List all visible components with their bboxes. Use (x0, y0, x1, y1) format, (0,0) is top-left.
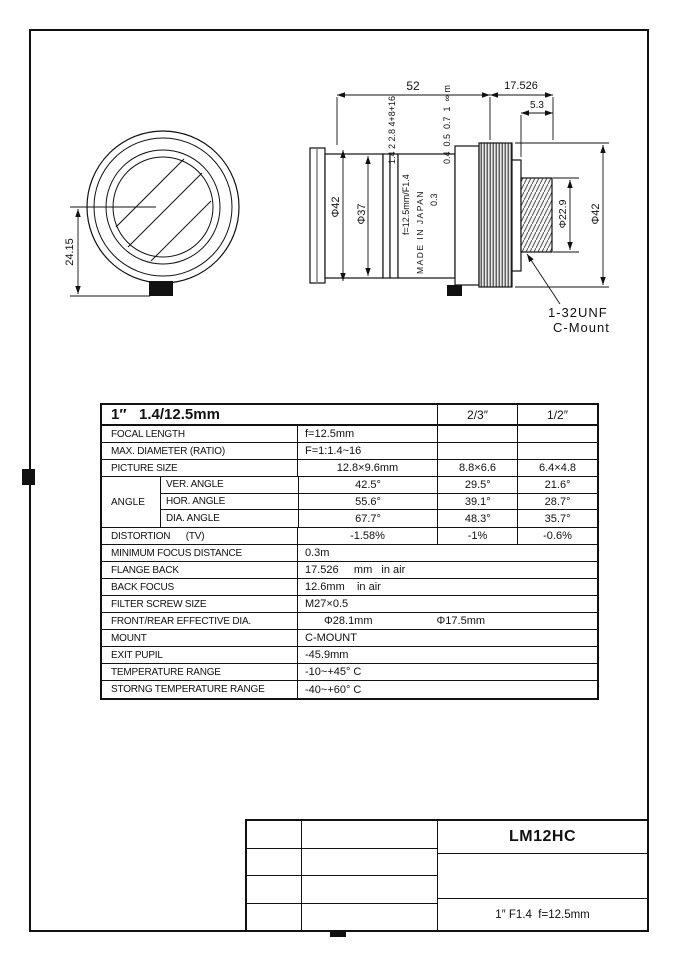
model-number: LM12HC (508, 828, 576, 845)
trim-ring-1 (383, 154, 390, 278)
table-row-focal-length (102, 426, 597, 443)
table-row-minimum-focus (102, 545, 597, 562)
lens-front-view (87, 131, 239, 296)
row-label: VER. ANGLE (166, 479, 224, 491)
angle-label: ANGLE (111, 496, 145, 508)
row-value-1-2: 6.4×4.8 (517, 460, 597, 476)
table-cell-empty (302, 876, 437, 903)
row-label: MAX. DIAMETER (RATIO) (111, 445, 225, 457)
row-value: 17.526 mm in air (297, 562, 597, 578)
table-cell-empty (437, 426, 517, 442)
table-row-temperature-range (102, 664, 597, 681)
row-label: MOUNT (111, 632, 147, 644)
row-value-2-3: -1% (437, 528, 517, 544)
aperture-scale-marking: 1.4 2 2.8 4+8+16 (387, 95, 397, 164)
row-value-2-3: 8.8×6.6 (437, 460, 517, 476)
format-col-1-2: 1/2″ (517, 405, 597, 424)
table-cell-empty (247, 904, 302, 931)
table-cell-empty (302, 821, 437, 848)
row-value-2-3: 48.3° (437, 510, 517, 527)
row-label: FRONT/REAR EFFECTIVE DIA. (111, 615, 252, 627)
dia-front-label: Φ42 (330, 196, 342, 218)
row-value: -40~+60° C (297, 681, 597, 698)
row-label: TEMPERATURE RANGE (111, 666, 221, 678)
made-in-japan-marking: MADE IN JAPAN (415, 189, 425, 274)
row-value: 0.3m (297, 545, 597, 561)
table-row-back-focus (102, 579, 597, 596)
row-value-2-3: 29.5° (437, 477, 517, 493)
row-label: FLANGE BACK (111, 564, 179, 576)
table-cell-empty (247, 821, 302, 848)
front-rim (310, 148, 325, 283)
table-row-max-diameter (102, 443, 597, 460)
row-label: DIA. ANGLE (166, 513, 220, 525)
lock-screw-tab-side (447, 285, 462, 296)
glass-reflection-line (151, 201, 211, 261)
table-cell-empty (438, 853, 647, 898)
row-value: -1.58% (297, 528, 437, 544)
row-label: FOCAL LENGTH (111, 428, 185, 440)
rear-flange (512, 160, 521, 271)
row-value: 67.7° (298, 510, 438, 527)
angle-sub-table (160, 477, 597, 527)
lens-side-view (310, 143, 552, 296)
table-row-picture-size (102, 460, 597, 477)
mount-leader-line (527, 254, 560, 304)
centering-mark-left (22, 469, 35, 485)
format-col-2-3: 2/3″ (437, 405, 517, 424)
row-value: -10~+45° C (297, 664, 597, 680)
row-value-2-3: 39.1° (437, 494, 517, 510)
angle-row-horizontal (161, 494, 597, 511)
focus-scale-marking: 0.4 0.5 0.7 1 ∞ m (442, 85, 452, 164)
dia-ring-label: Φ42 (590, 203, 602, 225)
front-effective-dia: Φ28.1mm (324, 615, 373, 627)
table-cell-empty (302, 904, 437, 931)
revision-row (247, 821, 437, 849)
row-value-1-2: 28.7° (517, 494, 597, 510)
row-value: C-MOUNT (297, 630, 597, 646)
dimension-5-3-label: 5.3 (530, 100, 544, 111)
row-value-1-2: -0.6% (517, 528, 597, 544)
row-label: STORNG TEMPERATURE RANGE (111, 684, 265, 695)
rear-effective-dia: Φ17.5mm (436, 615, 486, 627)
c-mount-thread (521, 178, 552, 252)
mount-label-line2: C-Mount (553, 320, 610, 335)
table-cell-empty (437, 443, 517, 459)
table-cell-empty (302, 849, 437, 876)
row-value: 42.5° (298, 477, 438, 493)
table-row-angle (102, 477, 597, 528)
row-value: M27×0.5 (297, 596, 597, 612)
lock-screw-tab (149, 281, 173, 296)
row-label: MINIMUM FOCUS DISTANCE (111, 547, 242, 559)
table-row-flange-back (102, 562, 597, 579)
row-label: FILTER SCREW SIZE (111, 598, 207, 610)
row-label: EXIT PUPIL (111, 649, 163, 661)
glass-reflection-line (116, 159, 184, 227)
row-value: 55.6° (298, 494, 438, 510)
row-label: DISTORTION (TV) (111, 530, 205, 542)
table-cell-empty (517, 426, 597, 442)
title-block-revision-grid (247, 821, 437, 930)
table-row-mount (102, 630, 597, 647)
angle-row-vertical (161, 477, 597, 494)
dia-inner-label: Φ37 (356, 203, 368, 225)
row-value-1-2: 35.7° (517, 510, 597, 527)
angle-row-diagonal (161, 510, 597, 527)
title-block-info (437, 821, 647, 930)
row-value: 12.6mm in air (297, 579, 597, 595)
revision-row (247, 849, 437, 877)
focus-ring (455, 146, 479, 285)
row-value: f=12.5mm (297, 426, 437, 442)
table-row-distortion (102, 528, 597, 545)
row-label: HOR. ANGLE (166, 496, 226, 507)
dimension-17-526-label: 17.526 (504, 80, 538, 92)
dimension-52-label: 52 (406, 79, 420, 93)
row-value: F=1:1.4~16 (297, 443, 437, 459)
glass-reflection-line (128, 173, 202, 247)
spec-table (100, 403, 599, 700)
table-header-row (102, 405, 597, 426)
row-value: -45.9mm (297, 647, 597, 663)
dia-mount-label: Φ22.9 (557, 199, 569, 229)
title-block (245, 819, 649, 932)
table-row-filter-screw (102, 596, 597, 613)
table-cell-empty (517, 443, 597, 459)
knurled-grip (479, 143, 512, 287)
table-row-exit-pupil (102, 647, 597, 664)
revision-row (247, 904, 437, 931)
row-value (297, 613, 597, 629)
table-cell-empty (247, 876, 302, 903)
row-value: 12.8×9.6mm (297, 460, 437, 476)
table-row-storage-temperature-range (102, 681, 597, 698)
table-title: 1″ 1.4/12.5mm (111, 406, 220, 423)
row-label: BACK FOCUS (111, 581, 175, 593)
lens-name-marking: f=12.5mm/F1.4 (401, 174, 411, 235)
focus-scale-near-marking: 0.3 (429, 193, 439, 206)
dimension-24-15-label: 24.15 (64, 238, 76, 266)
row-label: PICTURE SIZE (111, 462, 178, 474)
trim-ring-2 (390, 154, 398, 278)
table-cell-empty (247, 849, 302, 876)
revision-row (247, 876, 437, 904)
table-row-front-rear-dia (102, 613, 597, 630)
row-value-1-2: 21.6° (517, 477, 597, 493)
mount-label-line1: 1-32UNF (548, 305, 608, 320)
lens-spec-summary: 1″ F1.4 f=12.5mm (438, 898, 647, 930)
dimension-24-15-lines (70, 207, 156, 296)
